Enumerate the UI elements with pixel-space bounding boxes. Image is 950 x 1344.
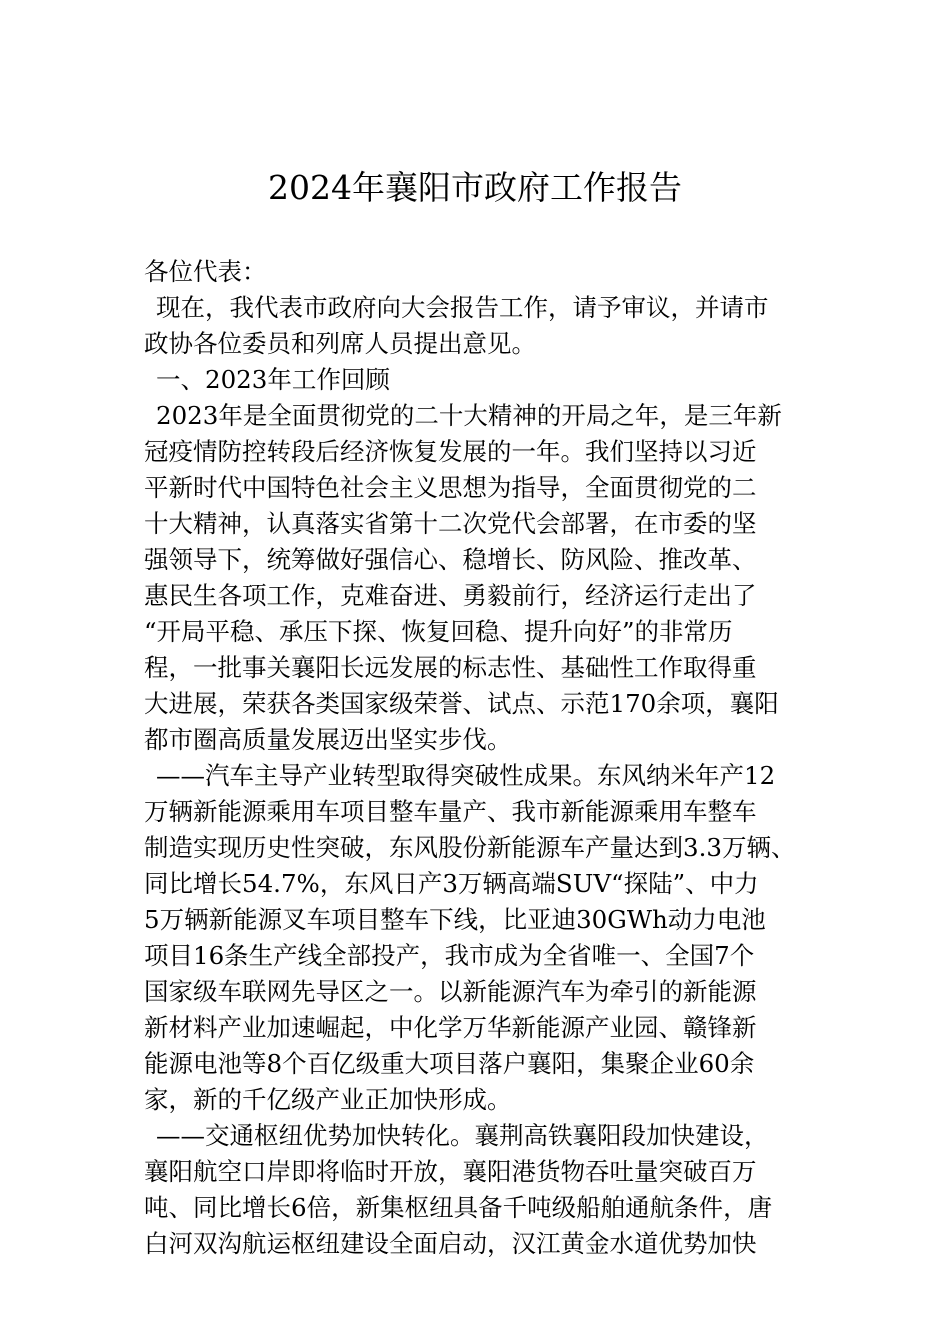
paragraph-line: 都市圈高质量发展迈出坚实步伐。 [144,725,512,754]
paragraph-line: 强领导下，统筹做好强信心、稳增长、防风险、推改革、 [144,545,757,574]
salutation: 各位代表： [144,257,267,286]
paragraph-line: ——交通枢纽优势加快转化。襄荆高铁襄阳段加快建设， [156,1121,769,1150]
paragraph-line: 程，一批事关襄阳长远发展的标志性、基础性工作取得重 [144,653,757,682]
paragraph-line: 国家级车联网先导区之一。以新能源汽车为牵引的新能源 [144,977,757,1006]
paragraph-line: “开局平稳、承压下探、恢复回稳、提升向好”的非常历 [144,617,733,646]
paragraph-line: 制造实现历史性突破，东风股份新能源车产量达到3.3万辆、 [144,833,796,862]
paragraph-line: 新材料产业加速崛起，中化学万华新能源产业园、赣锋新 [144,1013,757,1042]
document-body [144,254,844,1262]
paragraph-line: 能源电池等8个百亿级重大项目落户襄阳，集聚企业60余 [144,1049,755,1078]
paragraph-line: 家，新的千亿级产业正加快形成。 [144,1085,512,1114]
paragraph-line: 冠疫情防控转段后经济恢复发展的一年。我们坚持以习近 [144,437,757,466]
paragraph-line: 十大精神，认真落实省第十二次党代会部署，在市委的坚 [144,509,757,538]
paragraph-line: 5万辆新能源叉车项目整车下线，比亚迪30GWh动力电池 [144,905,766,934]
paragraph-line: ——汽车主导产业转型取得突破性成果。东风纳米年产12 [156,761,776,790]
paragraph-line: 项目16条生产线全部投产，我市成为全省唯一、全国7个 [144,941,755,970]
paragraph-line: 同比增长54.7%，东风日产3万辆高端SUV“探陆”、中力 [144,869,759,898]
document-title: 2024年襄阳市政府工作报告 [268,168,682,207]
section-heading: 一、2023年工作回顾 [156,365,390,394]
paragraph-line: 平新时代中国特色社会主义思想为指导，全面贯彻党的二 [144,473,757,502]
paragraph-line: 襄阳航空口岸即将临时开放，襄阳港货物吞吐量突破百万 [144,1157,757,1186]
paragraph-line: 吨、同比增长6倍，新集枢纽具备千吨级船舶通航条件，唐 [144,1193,773,1222]
paragraph-line: 大进展，荣获各类国家级荣誉、试点、示范170余项，襄阳 [144,689,779,718]
paragraph-line: 白河双沟航运枢纽建设全面启动，汉江黄金水道优势加快 [144,1229,757,1258]
paragraph-line: 惠民生各项工作，克难奋进、勇毅前行，经济运行走出了 [144,581,757,610]
paragraph-line: 2023年是全面贯彻党的二十大精神的开局之年，是三年新 [156,401,782,430]
paragraph-line: 现在，我代表市政府向大会报告工作，请予审议，并请市 [156,293,769,322]
paragraph-line: 政协各位委员和列席人员提出意见。 [144,329,536,358]
paragraph-line: 万辆新能源乘用车项目整车量产、我市新能源乘用车整车 [144,797,757,826]
